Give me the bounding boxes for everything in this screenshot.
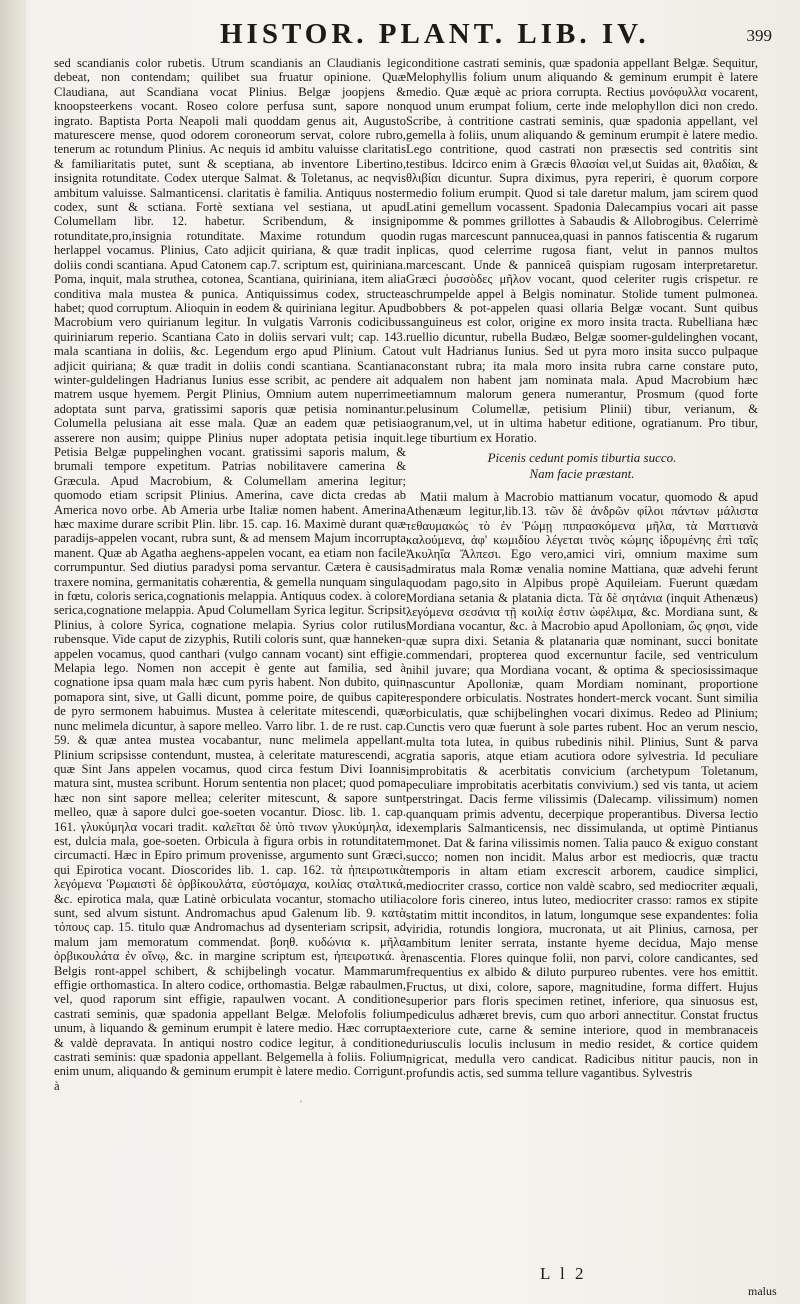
- right-paragraph: Matii malum à Macrobio mattianum vocatur, quomodo & apud Athenæum legitur,lib.13. τῶν δὲ ἀνδρῶν φίλοι πάντων μάλιστα τεθαυμακώς τὸ ἐν Ῥώμῃ πιπρασκόμενα μῆλα, τὰ Ματτιανὰ καλούμενα, ἀφ' κωμιδίου λέγεται τινὸς κώμης ἱδρυμένης ἐπὶ ταῖς Ἀκυληΐα Ἄλπεσι. Ego vero,amici viri, omnium maxime sum admiratus mala Romæ venalia nomine Mattiana, quæ advehi ferunt quodam pago,sito in Alpibus propè Aquileiam. Fuerunt quædam Mordiana setania & platania dicta. Τὰ δὲ σητάνια (inquit Athenæus) λεγόμενα σεσάνια τῇ κοιλίᾳ ἐστιν ὠφέλιμα, &c. Mordiana sunt, & Mordiana vocantur, &c. à Macrobio apud Apolloniam, ὥς φησι, vide quæ supra dixi. Setania & platanaria quæ nominant, succi bonitate commendari, propterea quod excernuntur facile, sed ventriculum nihil juvare; qua Mordiana vocant, & optima & speciosissimaque nascuntur Apolloniæ, quam Mordiam nominant, proportione respondere orbiculatis. Nostrates hondert-merck vocant. Sunt similia orbiculatis, quæ schijbelinghen vocari diximus. Redeo ad Plinium; Cunctis vero quæ fuerunt à sole partes rubent. Hoc an verum nescio, multa tota lutea, in quibus rubedinis nihil. Plinius, Sunt & parva gratia saporis, atque etiam acutiora odore sylvestria. Id peculiare improbitatis & acerbitatis convicium (archetypum Toletanum, peculiare improbitatis acerbitatis convivium.) sed vis tanta, ut aciem perstringat. Dacis ferme vilissimis (Dalecamp. vilissimum) nomen quanquam primis adventu, decerpique properantibus. Diversa lectio exemplaris Salmanticensis, nec dissimulanda, ut optimè Pintianus monet. Dat & farina vilissimis nomen. Talia pauco & exiguo constant succo; nomen non incidit. Malus arbor est mediocris, quæ tractu temporis in altam etiam excrescit arborem, caudice simplici, mediocriter crasso, cortice non valdè scabro, sed mediocriter æquali, colore foris cinereo, intus luteo, mediocriter crasso: ramos ex stipite statim mittit inconditos, in latum, longumque sese expandentes: folia viridia, rotundis longiora, mucronata, ut ait Plinius, carnosa, per ambitum leniter serrata, instante hyeme decidua, Majo mense renascentia. Flores quinque folii, non parvi, colore candicantes, sed frequentius ex albido & diluto purpureo rubentes. vere hos emittit. Fructus, ut dixi, colore, sapore, magnitudine, forma differt. Hujus superior pars floris specimen retinet, inferiore, qua sinuosus est, pediculus adhæret brevis, cum quo arbori annectitur. Constat fructus exteriore cute, carne & semine interiore, quod in membranaceis duriusculis loculis inclusum in medio residet, & cortice quidem nigricat, medulla vero candicat. Radicibus nititur paucis, non in profundis actis, sed summa tellure vagantibus. Sylvestris: [406, 489, 758, 1081]
- paper-speck: [120, 300, 122, 302]
- page-header: [40, 10, 780, 50]
- verse-line: Nam facie præstant.: [529, 466, 635, 482]
- page-number: 399: [746, 26, 772, 45]
- right-paragraph: conditione castrati seminis, quæ spadonia appellant Belgæ. Sequitur, Melophyllis folium unum aliquando & geminum erumpit è latere medio. Quæ æquè ac priora corrupta. Rectius μονόφυλλα vocarent, quod unum erumpat folium, certe inde melophyllon dici non credo. Scribe, à contritione castrati seminis, quæ spadonia appellant, vel gemella à foliis, unum aliquando & geminum erumpit è latere medio. Lego contritione, quod castrati non præsectis sed contritis sint testibus. Idcirco enim à Græcis θλασίαι vel,ut Suidas ait, θλαδίαι, & θλιβίαι dicuntur. Supra diximus, pyra reperiri, è quorum corpore medio folium erumpit. Quod si tale daretur malum, jam scirem quod Latini gemellum vocassent. Spadonia Dalecampius vocari ait passe pomme & pommes grillottes à Sabaudis & Allobrogibus. Celerrimè in rugas marcescunt pannucea,quasi in pannos fatiscentia & rugarum plicas, quod celerrime rugosa fiant, velut in pannos multos marcescant. Unde & panniceâ quispiam rugosam interpretaretur. Græci ῥυσσὸδες μῆλον vocant, quod celeriter rugis crispetur. re schrumpelde appel à Belgis nominatur. Stolide tument pulmonea. bobbers & pot-appelen quasi ollaria Belgæ vocant. Sunt quibus sanguineus est color, origine ex moro insita tracta. Rubelliana hæc ruellio dicuntur, rubella Budæo, Belgæ soomer-guldelinghen vocant, ut vult Hadrianus Iunius. Sed ut pyra moro insita succo pulpaque constant rubra; ita mala moro insita rubra carne constare puto, qualem non habent jam nominata mala. Apud Macrobium hæc etiamnum malorum genera numerantur, Prosmum (quod forte pelusinum Columellæ, petisium Plinii) tibur, verianum, & ogranum,vel, ut in ultima habetur editione, ogratianum. Pro tibur, lege tiburtium ex Horatio.: [406, 56, 758, 445]
- left-column: [54, 56, 406, 1256]
- right-column: [406, 56, 758, 1256]
- catchword: malus: [748, 1284, 777, 1298]
- signature-mark: L l 2: [540, 1264, 587, 1283]
- page-gutter: [0, 0, 26, 1304]
- running-head: HISTOR. PLANT. LIB. IV.: [220, 18, 650, 50]
- paper-speck: [610, 720, 613, 722]
- verse-line: Picenis cedunt pomis tiburtia succo.: [487, 449, 677, 465]
- paper-speck: [300, 1100, 302, 1103]
- left-paragraph: sed scandianis color rubetis. Utrum scandianis an Claudianis legi debeat, non contendam; quilibet sua fruatur opinione. Quæ Claudiana, aut Scandiana vocat Plinius. Belgæ joopjens & knoopsteerkens vocant. Roseo colore perfusa sunt, sapore non ingrato. Baptista Porta Neapoli mali quoddam genus ait, Augusto maturescere mense, quod odorem coroneorum servat, colore rubro, tenerum ac rotundum Plinius. Ac nequis id ambitu valuisse claritatis & familiaritatis putet, sunt & sceptiana, ab inventore Libertino, insignita rotunditate. Codex uterque Salmat. & Toletanus, ac neqvis ambitum valuisse. Salmanticensi. claritatis è familia. Antiquus noster codex, sunt & sctiana. Fortè sextiana vel sestiana, ut apud Columellam libr. 12. habetur. Scribendum, & insigni rotunditate,pro,insignia rotunditate. Maxime rotundum quod herlappel vocamus. Plinius, Cato adjicit quiriana, & quæ tradit in doliis condi scantiana. Apud Catonem cap.7. scriptum est, quiriniana. Poma, inquit, mala struthea, cotonea, Scantiana, quiriniana, item alia conditiva mala mustea & punica. Antiquissimus codex, structea habet; quod corruptum. Alioquin in eodem & quiriniana legitur. Apud Macrobium vero quirianum legitur. In vulgatis Varronis codicibus quiriniarum reperio. Scantiana Cato in doliis servari vult; cap. 143. mala scantiana in doliis, &c. Legendum ergo apud Plinium. Cato adjicit quiriana; & quæ tradit in doliis condi scantiana. Scantiana winter-guldelingen Hadrianus Iunius esse scribit, ac pendere ait ad matrem usque hyemem. Pergit Plinius, Omnium autem nuperrime adoptata sunt parva, gratissimi saporis quæ petisia nominantur. Columella pelusiana ait esse mala. Quæ an eadem quæ petisia asserere non ausim; quippe Plinius nuper adoptata petisia inquit. Petisia Belgæ puppelinghen vocant. gratissimi saporis malum, & brumali tempore expetitum. Patrias nobilitavere camerina & Græcula. Apud Macrobium, & Columellam amerina legitur; quomodo etiam scripsit Plinius. Amerina, cave dicta credas ab America novo orbe. Ab Ameria urbe Italiæ nomen habent. Amerina hæc maxime durare scribit Plin. libr. 15. cap. 16. Maximè durant quæ paradijs-appelen vocant, rubra sunt, & ad mensem Majum incorrupta manent. Quæ ab Agatha aeghens-appelen vocant, ea etiam non facile corrumpuntur. Sed diutius paradysi poma servantur. Cætera è causis traxere nomina, germanitatis cohærentia, & gemella nunquam singula in fœtu, coloris serica,cognationis melappia. Antiquus codex. à colore serica,cognatione melappia. Apud Columellam Syrica legitur. Scripsit Plinius, à colore Syrica, cognatione melapia. Syrius color rutilus rubensque. Vide caput de zizyphis, Rutili coloris sunt, quæ hanneken-appelen vocamus, quod canthari (vulgo cannam vocant) sint effigie. Melapia lego. Nomen non accepit è gente aut familia, sed à cognatione ipsa quam mala hæc cum pyris habent. Non dubito, quin pomapora sint, sive, ut Galli dicunt, pomme poire, de quibus capite de pyro sermonem habuimus. Mustea à celeritate mitescendi, quæ nunc melimela dicuntur, à sapore melleo. Varro libr. 1. de re rust. cap. 59. & quæ antea mustea vocabantur, nunc melimela appellant. Plinium scripsisse contendunt, mustea, à celeritate maturescendi, ac quæ Sint Jans appelen vocamus, quod circa festum Divi Ioannis matura sint, mustea scribunt. Horum sententia non placet; quod poma hæc non sint sapore mellea; celeriter mitescunt, & sapore sunt melleo, quæ à sapore dulci goe-soeten vocantur. Diosc. lib. 1. cap. 161. γλυκύμηλα vocari tradit. καλεῖται δὲ ὑπὸ τινων γλυκύμηλα, id est, dulcia mala, goe-soeten. Orbicula à figura orbis in rotunditatem circumacti. Hæc in Epiro primum provenisse, argumento sunt Græci, qui Epirotica vocant. Dioscorides lib. 1. cap. 162. τὰ ἠπειρωτικὰ λεγόμενα Ῥωμαιστὶ δὲ ὀρβίκουλάτα, εὐστόμαχα, κοιλίας σταλτικά, &c. epirotica mala, quæ Latinè orbiculata vocantur, stomacho utilia sunt, sed alvum sistunt. Andromachus apud Galenum lib. 9. κατὰ τόπους cap. 15. titulo quæ Andromachus ad dysenteriam scripsit, ad malum jam memoratum commendat. βοηθ. κυδώνια κ. μῆλα ὀρβικουλάτα ἐν οἴνῳ, &c. in margine scriptum est, ἠπειρωτικά. à Belgis ront-appel schibert, & schijbelingh vocatur. Mammarum effigie orthomastica. In altero codice, orthomastia. Belgæ rabaulmen, vel, quod raporum sint effigie, rapaulwen vocant. A conditione castrati seminis, quæ spadonia appellant Belgæ. Melofolis folium unum, à liquando & geminum erumpit è latere medio. Hæc corrupta & valdè depravata. In antiqui nostro codice legitur, à conditione castrati seminis: quæ spadonia appellant. Belgemella à foliis. Folium enim unum, aliquando & geminum erumpit è latere medio. Corrigunt. à: [54, 56, 406, 1093]
